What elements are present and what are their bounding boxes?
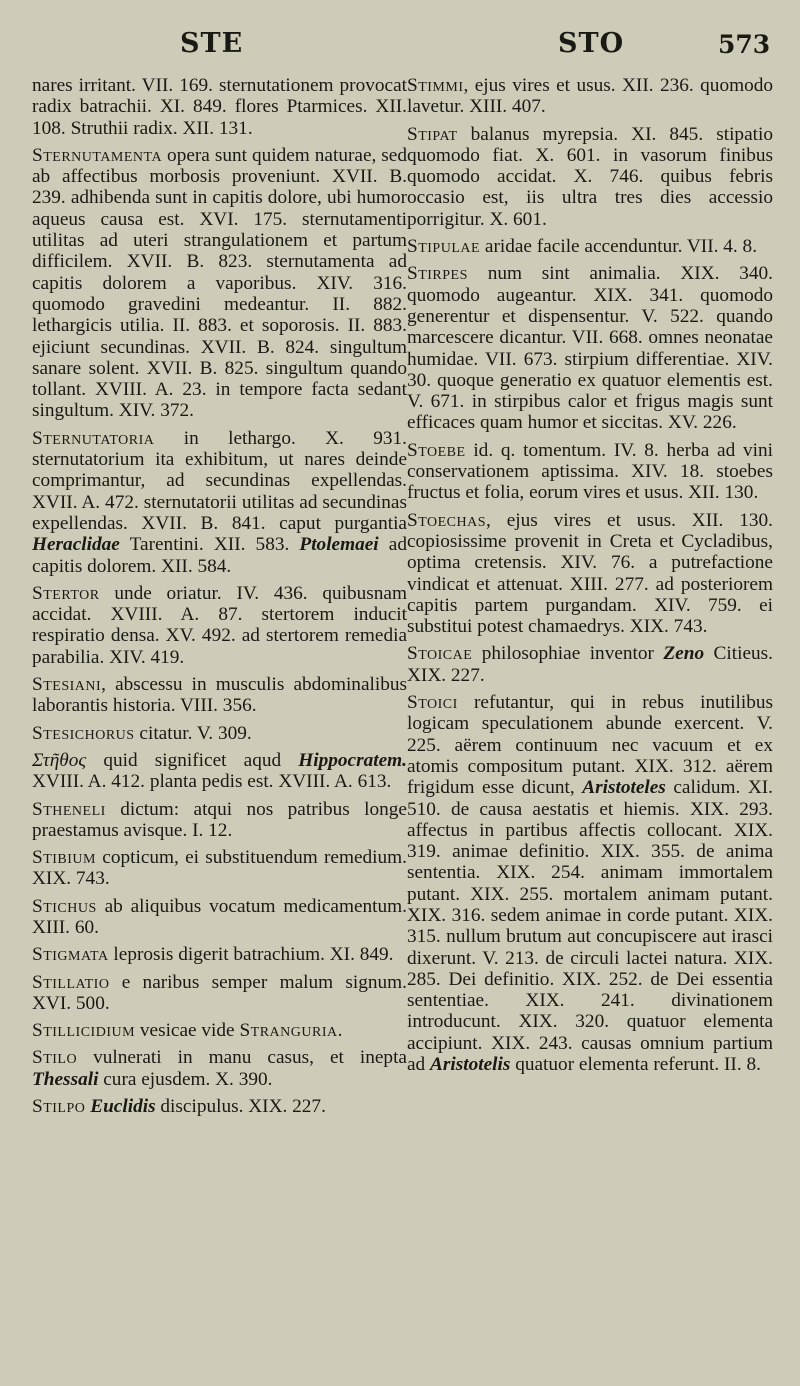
index-entry (407, 236, 773, 257)
entry-text: ab aliquibus vocatum medicamentum. XIII. 60. (32, 895, 407, 938)
entry-headword: Stichus (32, 895, 97, 917)
entry-headword: Stigmata (32, 944, 109, 966)
entry-name: Aristoteles (582, 777, 666, 799)
entry-headword: Stoici (407, 692, 458, 714)
header-right-guideword: STO (558, 28, 625, 59)
entry-text: balanus myrepsia. XI. 845. stipatio quomodo fiat. X. 601. in vasorum finibus quomodo accidat. X. 746. quibus febris occasio est, iis ultra tres dies accessio porrigitur. X. 601. (407, 123, 773, 230)
entry-text: calidum. XI. 510. de causa aestatis et hiemis. XIX. 293. affectus in partibus affectis collocant. XIX. 319. animae definitio. XIX. 355. de anima sententia. XIX. 254. animam immortalem putant. XIX. 255. mortalem animam putant. XIX. 316. sedem animae in corde putant. XIX. 315. nullum brutum aut concupiscere aut irasci dixerunt. V. 213. de circuli lactei natura. XIX. 285. Dei definitio. XIX. 252. de Dei essentia sententiae. XIX. 241. divinationem introducunt. XIX. 320. quatuor elementa accipiunt. XIX. 243. causas omnium partium ad (407, 777, 773, 1076)
index-entry (407, 124, 773, 230)
index-entry (407, 692, 773, 1075)
entry-text: , abscessu in musculis abdominalibus laborantis historia. VIII. 356. (32, 674, 407, 717)
index-entry (407, 440, 773, 504)
header-left-guideword: STE (180, 28, 244, 59)
entry-headword: Stipulae (407, 236, 481, 258)
entry-headword: Stilo (32, 1047, 78, 1069)
index-entry (32, 723, 407, 744)
index-entry (32, 944, 407, 965)
entry-text: unde oriatur. IV. 436. quibusnam accidat. XVIII. A. 87. stertorem inducit respiratio densa. XV. 492. ad stertorem remedia parabilia. XIV. 419. (32, 582, 407, 668)
index-entry (32, 428, 407, 577)
entry-text: philosophiae inventor (472, 643, 664, 665)
entry-text: aridae facile accenduntur. VII. 4. 8. (480, 236, 758, 258)
index-entry (407, 263, 773, 433)
index-entry (32, 896, 407, 939)
index-entry (407, 643, 773, 686)
index-entry (32, 1047, 407, 1090)
entry-headword: Sternutatoria (32, 427, 155, 449)
entry-name: Heraclidae (32, 534, 120, 556)
entry-text: , ejus vires et usus. XII. 236. quomodo lavetur. XIII. 407. (407, 75, 773, 118)
index-entry (32, 75, 407, 139)
entry-name: Euclidis (90, 1096, 156, 1118)
entry-text: XVIII. A. 412. planta pedis est. XVIII. A. 613. (32, 771, 392, 793)
entry-name: Zeno (663, 643, 705, 665)
index-entry (32, 145, 407, 422)
entry-headword: Stillicidium (32, 1020, 136, 1042)
running-header (0, 28, 800, 60)
entry-headword: Stoechas (407, 509, 487, 531)
index-entry (32, 750, 407, 793)
entry-headword: Stimmi (407, 75, 464, 96)
entry-headword: Stillatio (32, 971, 110, 993)
index-entry (407, 510, 773, 638)
entry-text: e naribus semper malum signum. XVI. 500. (32, 971, 407, 1014)
entry-headword: Stesiani (32, 674, 102, 696)
entry-text: ad capitis dolorem. XII. 584. (32, 534, 407, 577)
index-entry (407, 75, 773, 118)
entry-name: Aristotelis (430, 1054, 511, 1076)
entry-headword: Stibium (32, 847, 96, 869)
entry-name: Hippocratem. (298, 749, 407, 771)
entry-headword: Stipat (407, 123, 458, 145)
entry-text: opera sunt quidem naturae, sed ab affectibus morbosis proveniunt. XVII. B. 239. adhibenda sunt in capitis dolore, ubi humor aqueus causa est. XVI. 175. sternutamenti utilitas ad uteri strangulationem et partum difficilem. XVII. B. 823. sternutamenta ad capitis dolorem a vaporibus. XIV. 316. quomodo gravedini medeantur. II. 882. lethargicis utilia. II. 883. et soporosis. II. 883. ejiciunt secundinas. XVII. B. 824. singultum sanare solent. XVII. B. 825. singultum quando tollant. XVIII. A. 23. in tempore facta sedant singultum. XIV. 372. (32, 144, 407, 422)
entry-headword: Stoicae (407, 643, 473, 665)
entry-text: in lethargo. X. 931. sternutatorium ita exhibitum, ut nares deinde comprimantur, ad secundinas expellendas. XVII. A. 472. sternutatorii utilitas ad secundinas expellendas. XVII. B. 841. caput purgantia (32, 427, 407, 534)
entry-text: num sint animalia. XIX. 340. quomodo augeantur. XIX. 341. quomodo generentur et dispensentur. V. 522. quando marcescere dicantur. VII. 668. omnes neonatae humidae. VII. 673. stirpium differentiae. XIV. 30. quoque generatio ex quatuor elementis est. V. 671. in stirpibus calor et frigus magis sunt efficaces quam humor et siccitas. XV. 226. (407, 263, 773, 434)
entry-name: Thessali (32, 1068, 99, 1090)
right-column (407, 75, 773, 1081)
entry-headword: Stesichorus (32, 722, 135, 744)
entry-headword: Stheneli (32, 798, 106, 820)
page-number: 573 (718, 30, 771, 59)
entry-text: Tarentini. XII. 583. (119, 534, 300, 556)
entry-headword: Sternutamenta (32, 144, 163, 166)
index-entry (32, 799, 407, 842)
entry-text: discipulus. XIX. 227. (155, 1096, 326, 1118)
index-entry (32, 1020, 407, 1041)
index-entry (32, 674, 407, 717)
index-entry (32, 583, 407, 668)
index-entry (32, 847, 407, 890)
entry-text: leprosis digerit batrachium. XI. 849. (108, 944, 394, 966)
entry-headword: Stoebe (407, 439, 466, 461)
entry-text: vulnerati in manu casus, et inepta (77, 1047, 407, 1069)
entry-text: quatuor elementa referunt. II. 8. (510, 1054, 761, 1076)
entry-headword: Stranguria. (239, 1020, 343, 1042)
entry-headword: Stilpo (32, 1096, 86, 1118)
entry-text: vesicae vide (135, 1020, 240, 1042)
entry-text: citatur. V. 309. (134, 722, 252, 744)
entry-text: id. q. tomentum. IV. 8. herba ad vini conservationem aptissima. XIV. 18. stoebes fructus et folia, eorum vires et usus. XII. 130. (407, 439, 773, 504)
index-entry (32, 1096, 407, 1117)
entry-text: nares irritant. VII. 169. sternutationem provocat radix batrachii. XI. 849. flores Ptarmices. XII. 108. Struthii radix. XII. 131. (32, 75, 407, 139)
entry-headword: Stertor (32, 582, 100, 604)
left-column (32, 75, 407, 1123)
entry-name: Ptolemaei (299, 534, 379, 556)
entry-text: Citieus. XIX. 227. (407, 643, 773, 686)
entry-text: , ejus vires et usus. XII. 130. copiosissime provenit in Creta et Cycladibus, optima cretensis. XIV. 76. a putrefactione vindicat et attenuat. XIII. 277. ad posteriorem capitis partem purgandam. XIV. 759. ei substitui potest chamaedrys. XIX. 743. (407, 509, 773, 638)
entry-text: refutantur, qui in rebus inutilibus logicam speculationem abunde exercent. V. 225. aërem continuum nec vacuum et ex atomis compositum putant. XIX. 312. aërem frigidum esse dicunt, (407, 692, 773, 799)
index-entry (32, 972, 407, 1015)
entry-headword: Stirpes (407, 263, 468, 285)
entry-greek-term: Στῆθος (32, 749, 87, 771)
entry-text: dictum: atqui nos patribus longe praestamus avisque. I. 12. (32, 798, 407, 841)
entry-text: quid significet aqud (86, 749, 299, 771)
entry-text: copticum, ei substituendum remedium. XIX. 743. (32, 847, 407, 890)
entry-text: cura ejusdem. X. 390. (98, 1068, 273, 1090)
